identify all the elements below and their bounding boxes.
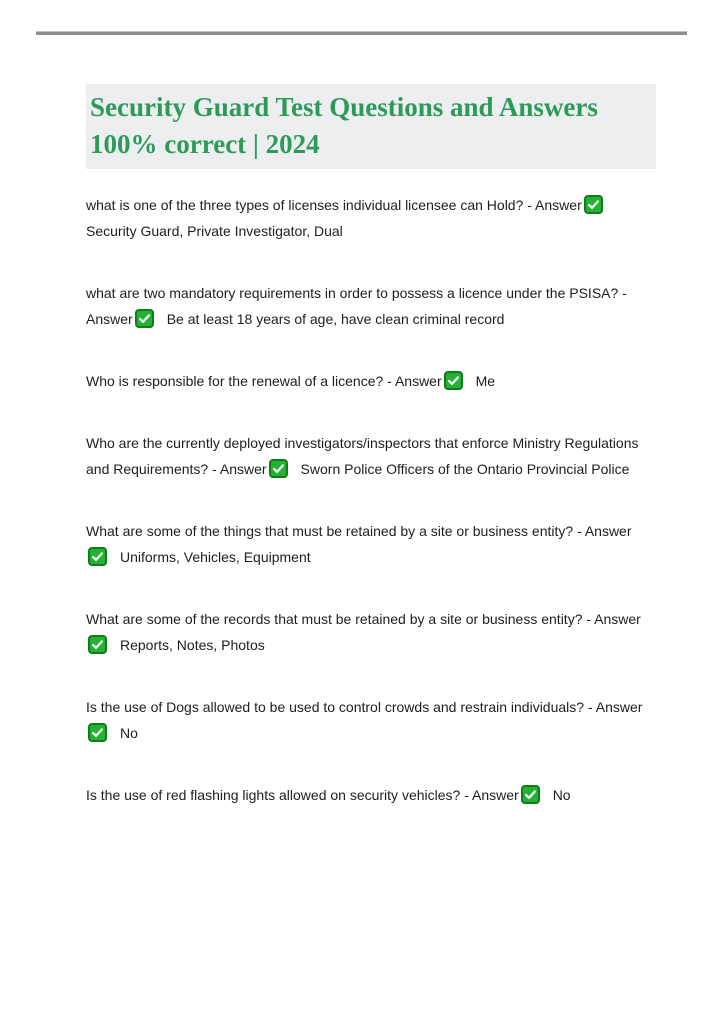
answer-label: - Answer [584, 699, 643, 715]
qa-item [86, 192, 656, 244]
answer-text: Uniforms, Vehicles, Equipment [120, 549, 311, 565]
check-icon [88, 635, 107, 654]
answer-text: Security Guard, Private Investigator, Dual [86, 223, 343, 239]
question-text: Who are the currently deployed investigators/inspectors that enforce Ministry Regulations and Requirements? [86, 435, 639, 477]
answer-label: - Answer [523, 197, 582, 213]
answer-text: Sworn Police Officers of the Ontario Provincial Police [300, 461, 630, 477]
question-text: what are two mandatory requirements in order to possess a licence under the PSISA? [86, 285, 619, 301]
answer-text: Me [475, 373, 496, 389]
check-icon [135, 309, 154, 328]
answer-label: - Answer [460, 787, 519, 803]
answer-label: - Answer [573, 523, 632, 539]
question-text: Is the use of Dogs allowed to be used to control crowds and restrain individuals? [86, 699, 585, 715]
qa-list [86, 192, 656, 808]
answer-text: No [552, 787, 571, 803]
qa-item [86, 430, 656, 482]
check-icon [269, 459, 288, 478]
answer-label: - Answer [86, 285, 627, 327]
answer-label: - Answer [582, 611, 641, 627]
check-icon [88, 723, 107, 742]
question-text: What are some of the things that must be retained by a site or business entity? [86, 523, 574, 539]
question-text: what is one of the three types of licenses individual licensee can Hold? [86, 197, 524, 213]
qa-item [86, 368, 656, 394]
page-title: Security Guard Test Questions and Answers 100% correct | 2024 [86, 84, 656, 169]
question-text: What are some of the records that must be retained by a site or business entity? [86, 611, 583, 627]
page-top-edge-line [36, 31, 687, 35]
qa-item [86, 782, 656, 808]
check-icon [584, 195, 603, 214]
answer-label: - Answer [208, 461, 267, 477]
document-page [86, 84, 656, 808]
qa-item [86, 606, 656, 658]
question-text: Who is responsible for the renewal of a licence? [86, 373, 384, 389]
check-icon [444, 371, 463, 390]
qa-item [86, 280, 656, 332]
answer-text: Be at least 18 years of age, have clean criminal record [166, 311, 505, 327]
answer-text: Reports, Notes, Photos [120, 637, 265, 653]
answer-text: No [120, 725, 138, 741]
check-icon [521, 785, 540, 804]
qa-item [86, 694, 656, 746]
question-text: Is the use of red flashing lights allowed on security vehicles? [86, 787, 461, 803]
check-icon [88, 547, 107, 566]
qa-item [86, 518, 656, 570]
answer-label: - Answer [383, 373, 442, 389]
